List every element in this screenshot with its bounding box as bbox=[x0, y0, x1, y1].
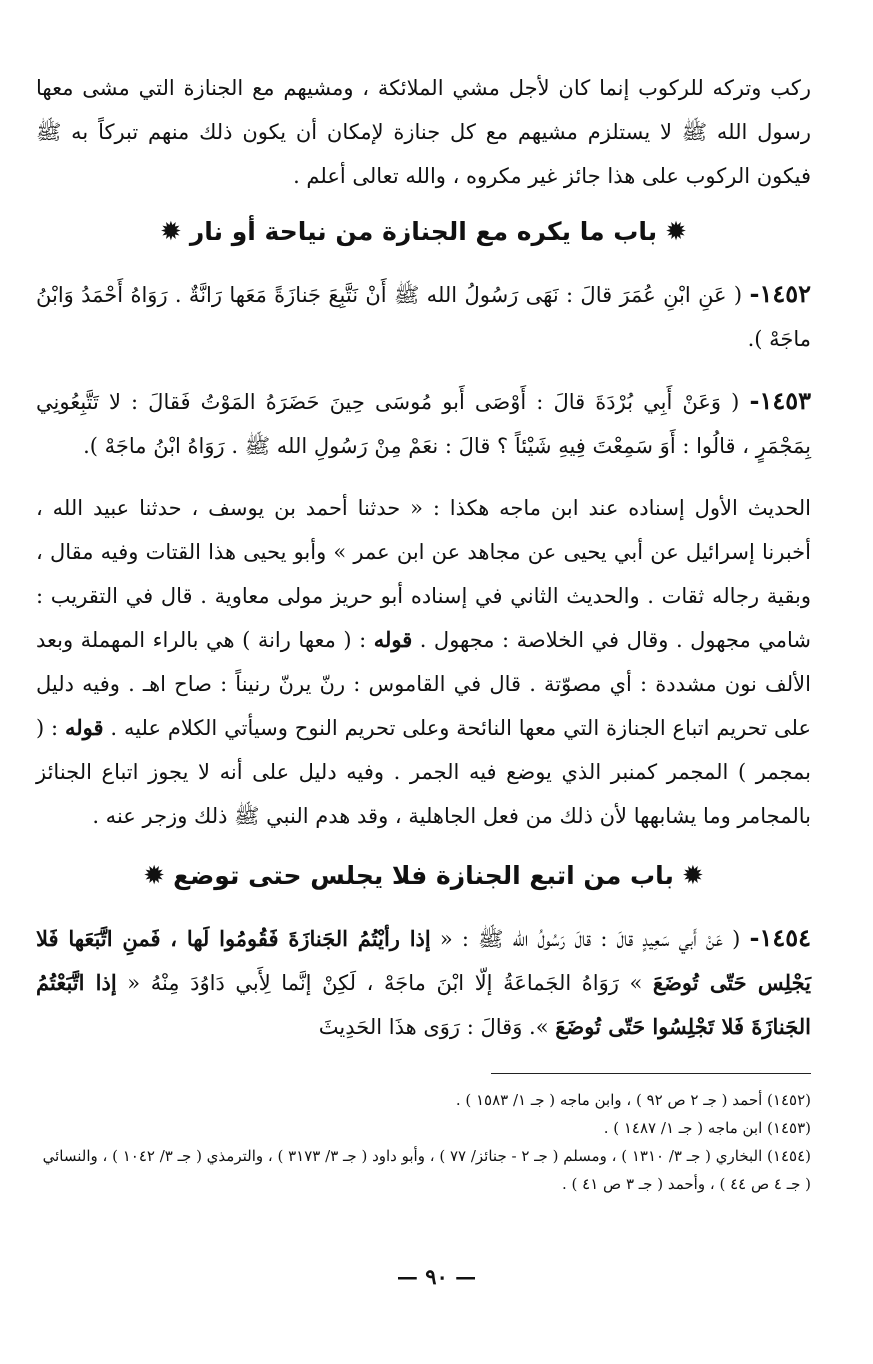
section-title-2: باب من اتبع الجنازة فلا يجلس حتى توضع bbox=[173, 861, 674, 890]
footnotes bbox=[36, 1086, 811, 1198]
hadith-1454 bbox=[36, 916, 811, 1049]
hadith-number: ١٤٥٣- bbox=[749, 386, 811, 415]
star-ornament-icon: ✹ bbox=[665, 217, 687, 247]
hadith-text: ( عَنِ ابْنِ عُمَرَ قالَ : نَهَى رَسُولُ الله ﷺ أَنْ نَتَّبِعَ جَنازَةً مَعَها رَانَّةٌ . رَوَاهُ أَحْمَدُ وَابْنُ ماجَهْ ). bbox=[36, 283, 811, 351]
intro-paragraph: ركب وتركه للركوب إنما كان لأجل مشي الملائكة ، ومشيهم مع الجنازة التي مشى معها رسول الله ﷺ لا يستلزم مشيهم مع كل جنازة لإمكان أن يكون ذلك منهم تبركاً به ﷺ فيكون الركوب على هذا جائز غير مكروه ، والله تعالى أعلم . bbox=[36, 76, 811, 188]
star-ornament-icon: ✹ bbox=[160, 217, 182, 247]
qawluh-label: قوله bbox=[65, 715, 104, 740]
commentary-text: الحديث الأول إسناده عند ابن ماجه هكذا : « حدثنا أحمد بن يوسف ، حدثنا عبيد الله ، أخبرنا إسرائيل عن أبي يحيى عن مجاهد عن ابن عمر » وأبو يحيى هذا القتات وفيه مقال ، وبقية رجاله ثقات . والحديث الثاني في إسناده أبو حريز مولى معاوية . قال في التقريب : شامي مجهول . وقال في الخلاصة : مجهول . bbox=[36, 496, 811, 652]
section-heading-2 bbox=[36, 856, 811, 896]
hadith-1453 bbox=[36, 379, 811, 468]
qawluh-label: قوله bbox=[373, 627, 413, 652]
star-ornament-icon: ✹ bbox=[681, 861, 704, 891]
footnote-1452: (١٤٥٢) أحمد ( جـ ٢ ص ٩٢ ) ، وابن ماجه ( جـ ١/ ١٥٨٣ ) . bbox=[455, 1091, 811, 1109]
hadith-quote: إذا رأيْتُمُ الجَنازَةَ فَقُومُوا لَها ، فَمنِ اتَّبَعَها فَلا يَجْلِس حَتّى تُوضَعَ bbox=[36, 926, 811, 995]
hadith-number: ١٤٥٢- bbox=[749, 279, 811, 308]
commentary-text: : ( بمجمر ) المجمر كمنبر الذي يوضع فيه الجمر . وفيه دليل على أنه لا يجوز اتباع الجنائز بالمجامر وما يشابهها لأن ذلك من فعل الجاهلية ، وقد هدم النبي ﷺ ذلك وزجر عنه . bbox=[36, 716, 811, 828]
footnote-1454: (١٤٥٤) البخاري ( جـ ٣/ ١٣١٠ ) ، ومسلم ( جـ ٢ - جنائز/ ٧٧ ) ، وأبو داود ( جـ ٣/ ٣١٧٣ ) ، والترمذي ( جـ ٣/ ١٠٤٢ ) ، والنسائي ( جـ ٤ ص ٤٤ ) ، وأحمد ( جـ ٣ ص ٤١ ) . bbox=[42, 1147, 811, 1193]
commentary-text: : ( معها رانة ) هي بالراء المهملة وبعد الألف نون مشددة : أي مصوّتة . قال في القاموس : رنّ يرنّ رنيناً : صاح اهـ . وفيه دليل على تحريم اتباع الجنازة التي معها النائحة وعلى تحريم النوح وسيأتي الكلام عليه . bbox=[36, 628, 811, 740]
commentary-paragraph bbox=[36, 486, 811, 838]
hadith-quote: إذا اتَّبَعْتُمُ الجَنازَةَ فَلا تَجْلِسُوا حَتّى تُوضَعَ bbox=[36, 970, 811, 1039]
hadith-number: ١٤٥٤- bbox=[749, 923, 811, 952]
hadith-1452 bbox=[36, 272, 811, 361]
footnote-divider bbox=[491, 1073, 811, 1074]
hadith-text: ». وَقالَ : رَوَى هذَا الحَدِيثَ bbox=[318, 1015, 556, 1039]
footnote-1453: (١٤٥٣) ابن ماجه ( جـ ١/ ١٤٨٧ ) . bbox=[603, 1119, 811, 1137]
section-title-1: باب ما يكره مع الجنازة من نياحة أو نار bbox=[189, 217, 658, 246]
section-heading-1 bbox=[36, 212, 811, 252]
page-number: — ٩٠ — bbox=[396, 1264, 477, 1289]
hadith-text: ( عَنْ أَبي سَعِيدٍ قالَ : قالَ رَسُولُ الله ﷺ : « bbox=[430, 927, 750, 951]
star-ornament-icon: ✹ bbox=[143, 861, 166, 891]
hadith-text: ( وَعَنْ أَبِي بُرْدَةَ قالَ : أَوْصَى أَبو مُوسَى حِينَ حَضَرَهُ المَوْتُ فَقالَ : لا تَتَّبِعُونِي بِمَجْمَرٍ ، قالُوا : أَوَ سَمِعْتَ فِيهِ شَيْئاً ؟ قالَ : نعَمْ مِنْ رَسُولِ الله ﷺ . رَوَاهُ ابْنُ ماجَهْ ). bbox=[36, 390, 811, 458]
hadith-text: » رَوَاهُ الجَماعَةُ إلّا ابْنَ ماجَهْ ، لَكِنْ إنَّما لِأَبي دَاوُدَ مِنْهُ « bbox=[116, 971, 653, 995]
